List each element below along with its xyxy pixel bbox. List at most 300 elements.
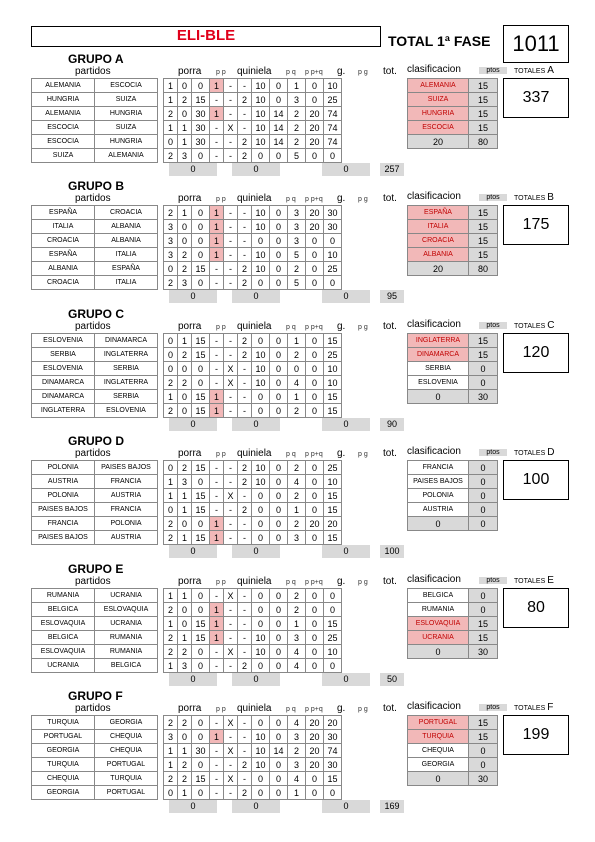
clasif-row (408, 220, 498, 234)
away-team: TURQUIA (95, 772, 158, 786)
group-block (0, 689, 595, 817)
match-cell: 1 (210, 206, 224, 220)
quiniela-header: quiniela (237, 193, 272, 204)
match-cell: 10 (252, 93, 270, 107)
match-cell: 0 (306, 348, 324, 362)
clasif-points: 0 (469, 475, 498, 489)
group-total: 175 (503, 205, 569, 245)
match-cell: - (238, 744, 252, 758)
match-cell: 2 (238, 276, 252, 290)
match-cell: 0 (178, 517, 192, 531)
home-team: ESPAÑA (32, 206, 95, 220)
match-cell: 0 (270, 617, 288, 631)
match-cell: 25 (324, 461, 342, 475)
group-sum: 0 (322, 800, 370, 813)
totales-label: TOTALES (514, 578, 548, 585)
match-cell: - (238, 631, 252, 645)
match-cell: 0 (270, 589, 288, 603)
match-cell: 0 (288, 362, 306, 376)
match-cell: 0 (252, 786, 270, 800)
clasif-row (408, 503, 498, 517)
match-cell: 4 (288, 659, 306, 673)
match-cell: 0 (192, 220, 210, 234)
away-team: SUIZA (95, 93, 158, 107)
match-cell: 1 (288, 390, 306, 404)
pp-header: p p (216, 69, 226, 76)
pp-header: p p (216, 196, 226, 203)
clasif-row (408, 93, 498, 107)
away-team: SERBIA (95, 362, 158, 376)
match-cell: 15 (192, 334, 210, 348)
match-cell: 0 (306, 617, 324, 631)
home-team: TURQUIA (32, 758, 95, 772)
away-team: ESPAÑA (95, 262, 158, 276)
clasif-team: DINAMARCA (408, 348, 469, 362)
home-team: TURQUIA (32, 716, 95, 730)
group-sum: 0 (169, 673, 217, 686)
pp-header: p p (216, 579, 226, 586)
total-value: 1011 (503, 25, 569, 63)
match-cell: - (224, 404, 238, 418)
clasif-row (408, 461, 498, 475)
clasif-sum-row (408, 772, 498, 786)
match-cell: 2 (288, 603, 306, 617)
match-cell: 1 (210, 234, 224, 248)
match-cell: 2 (178, 93, 192, 107)
home-team: POLONIA (32, 461, 95, 475)
g-header: g. (337, 448, 346, 459)
match-row (32, 517, 370, 531)
clasif-sum-b: 80 (469, 262, 498, 276)
match-cell: 20 (324, 716, 342, 730)
pq-header: p q (286, 69, 296, 76)
group-sum: 0 (169, 290, 217, 303)
match-cell: 0 (270, 220, 288, 234)
match-cell: 3 (288, 93, 306, 107)
clasif-points: 15 (469, 121, 498, 135)
clasif-points: 15 (469, 220, 498, 234)
match-cell: 30 (192, 135, 210, 149)
tot-header: tot. (383, 703, 397, 714)
clasif-points: 15 (469, 348, 498, 362)
clasificacion-table (407, 460, 498, 531)
match-cell: 14 (270, 744, 288, 758)
match-cell: 0 (270, 716, 288, 730)
match-cell: 0 (192, 475, 210, 489)
match-cell: 74 (324, 135, 342, 149)
match-cell: 15 (192, 390, 210, 404)
clasif-points: 15 (469, 716, 498, 730)
match-row (32, 645, 370, 659)
group-sum: 0 (322, 290, 370, 303)
match-cell: 1 (210, 79, 224, 93)
match-cell: - (224, 262, 238, 276)
match-cell: - (238, 107, 252, 121)
home-team: CROACIA (32, 276, 95, 290)
match-cell: 0 (192, 517, 210, 531)
match-cell: 20 (306, 107, 324, 121)
match-cell: 0 (270, 149, 288, 163)
match-cell: 10 (252, 362, 270, 376)
match-cell: 2 (288, 489, 306, 503)
match-cell: 0 (164, 334, 178, 348)
match-cell: X (224, 376, 238, 390)
match-cell: 0 (306, 93, 324, 107)
home-team: AUSTRIA (32, 475, 95, 489)
away-team: UCRANIA (95, 617, 158, 631)
match-cell: - (238, 121, 252, 135)
match-cell: 0 (252, 503, 270, 517)
match-cell: 1 (164, 121, 178, 135)
porra-header: porra (178, 193, 202, 204)
match-cell: 0 (270, 461, 288, 475)
clasif-sum-b: 80 (469, 135, 498, 149)
match-cell: 0 (192, 716, 210, 730)
match-row (32, 390, 370, 404)
clasif-team: TURQUIA (408, 730, 469, 744)
quiniela-header: quiniela (237, 703, 272, 714)
match-cell: 3 (178, 475, 192, 489)
match-cell: 10 (252, 220, 270, 234)
match-row (32, 659, 370, 673)
totales-header: TOTALES D (514, 447, 555, 458)
pq-header: p q (286, 451, 296, 458)
match-cell: 0 (306, 262, 324, 276)
away-team: ALEMANIA (95, 149, 158, 163)
match-cell: 0 (192, 659, 210, 673)
group-title: GRUPO E (68, 562, 124, 576)
clasif-team: PORTUGAL (408, 716, 469, 730)
match-cell: - (238, 517, 252, 531)
clasif-row (408, 107, 498, 121)
match-cell: 0 (164, 461, 178, 475)
clasif-points: 15 (469, 248, 498, 262)
home-team: GEORGIA (32, 744, 95, 758)
match-cell: 0 (192, 786, 210, 800)
away-team: INGLATERRA (95, 376, 158, 390)
match-cell: - (210, 503, 224, 517)
match-cell: 2 (288, 348, 306, 362)
match-cell: 0 (192, 362, 210, 376)
clasif-points: 0 (469, 376, 498, 390)
away-team: RUMANIA (95, 645, 158, 659)
match-cell: - (238, 716, 252, 730)
match-cell: 1 (288, 503, 306, 517)
match-cell: 1 (210, 631, 224, 645)
clasif-sum-row (408, 390, 498, 404)
home-team: SUIZA (32, 149, 95, 163)
match-cell: 15 (192, 489, 210, 503)
clasif-points: 0 (469, 603, 498, 617)
clasif-sum-a: 20 (408, 135, 469, 149)
match-cell: 10 (252, 79, 270, 93)
clasif-team: ALEMANIA (408, 79, 469, 93)
match-row (32, 121, 370, 135)
clasif-row (408, 475, 498, 489)
match-cell: 2 (164, 404, 178, 418)
home-team: ALEMANIA (32, 79, 95, 93)
match-row (32, 716, 370, 730)
away-team: ALBANIA (95, 220, 158, 234)
match-cell: 15 (324, 617, 342, 631)
home-team: RUMANIA (32, 589, 95, 603)
match-row (32, 206, 370, 220)
match-cell: - (224, 348, 238, 362)
match-cell: 1 (178, 489, 192, 503)
match-cell: - (238, 617, 252, 631)
match-row (32, 334, 370, 348)
match-cell: 0 (306, 334, 324, 348)
match-cell: 1 (210, 404, 224, 418)
match-cell: 30 (192, 107, 210, 121)
group-title: GRUPO F (68, 689, 123, 703)
match-cell: 0 (270, 645, 288, 659)
match-cell: 0 (270, 489, 288, 503)
g-header: g. (337, 321, 346, 332)
match-cell: - (210, 149, 224, 163)
away-team: UCRANIA (95, 589, 158, 603)
away-team: POLONIA (95, 517, 158, 531)
clasif-sum-b: 0 (469, 517, 498, 531)
match-cell: 20 (306, 121, 324, 135)
away-team: CHEQUIA (95, 730, 158, 744)
match-row (32, 531, 370, 545)
match-cell: 15 (324, 531, 342, 545)
match-cell: - (238, 772, 252, 786)
away-team: PORTUGAL (95, 786, 158, 800)
match-cell: 0 (270, 390, 288, 404)
match-cell: 0 (252, 589, 270, 603)
match-cell: - (224, 149, 238, 163)
match-cell: 0 (192, 645, 210, 659)
match-cell: 1 (178, 786, 192, 800)
match-cell: - (210, 589, 224, 603)
partidos-header: partidos (75, 448, 111, 459)
group-sum: 0 (232, 163, 280, 176)
pp-header: p p (216, 451, 226, 458)
totales-label: TOTALES (514, 450, 548, 457)
match-row (32, 348, 370, 362)
match-cell: 3 (164, 730, 178, 744)
group-sum: 100 (380, 545, 404, 558)
match-cell: 2 (238, 262, 252, 276)
clasif-row (408, 716, 498, 730)
clasif-team: RUMANIA (408, 603, 469, 617)
match-cell: - (224, 461, 238, 475)
match-cell: 3 (288, 234, 306, 248)
match-cell: 0 (306, 503, 324, 517)
clasif-points: 15 (469, 631, 498, 645)
match-cell: 74 (324, 107, 342, 121)
clasif-points: 0 (469, 489, 498, 503)
match-cell: 1 (210, 730, 224, 744)
match-cell: 1 (164, 93, 178, 107)
match-cell: 1 (164, 659, 178, 673)
clasif-sum-b: 30 (469, 390, 498, 404)
group-total: 100 (503, 460, 569, 500)
match-cell: 3 (178, 659, 192, 673)
match-cell: 10 (252, 206, 270, 220)
match-cell: 0 (306, 362, 324, 376)
match-cell: 1 (210, 531, 224, 545)
match-cell: 14 (270, 107, 288, 121)
home-team: UCRANIA (32, 659, 95, 673)
match-cell: 0 (306, 603, 324, 617)
match-cell: 2 (238, 149, 252, 163)
match-cell: - (210, 276, 224, 290)
clasificacion-header: clasificacion (407, 446, 461, 457)
clasif-points: 15 (469, 234, 498, 248)
away-team: ESCOCIA (95, 79, 158, 93)
porra-header: porra (178, 703, 202, 714)
match-cell: - (210, 135, 224, 149)
match-cell: 15 (324, 334, 342, 348)
match-cell: 2 (238, 786, 252, 800)
match-row (32, 503, 370, 517)
clasif-row (408, 617, 498, 631)
match-cell: 1 (210, 248, 224, 262)
home-team: HUNGRIA (32, 93, 95, 107)
clasif-points: 0 (469, 503, 498, 517)
match-cell: 10 (252, 730, 270, 744)
match-cell: 0 (178, 730, 192, 744)
match-cell: 0 (270, 772, 288, 786)
home-team: ESLOVENIA (32, 362, 95, 376)
match-cell: 10 (252, 631, 270, 645)
match-cell: 2 (238, 348, 252, 362)
match-cell: 2 (238, 135, 252, 149)
total-label: TOTAL 1ª FASE (388, 33, 491, 49)
match-cell: 10 (252, 107, 270, 121)
match-cell: 20 (306, 135, 324, 149)
match-cell: 14 (270, 135, 288, 149)
group-sum: 0 (232, 673, 280, 686)
group-title: GRUPO D (68, 434, 125, 448)
match-cell: 1 (210, 220, 224, 234)
clasificacion-header: clasificacion (407, 319, 461, 330)
match-cell: 25 (324, 262, 342, 276)
match-cell: - (210, 716, 224, 730)
group-block (0, 434, 595, 562)
match-cell: 0 (270, 234, 288, 248)
match-cell: 1 (164, 589, 178, 603)
away-team: CHEQUIA (95, 744, 158, 758)
match-cell: 0 (192, 589, 210, 603)
pg-header: p g (358, 324, 368, 331)
match-cell: 0 (192, 376, 210, 390)
match-cell: - (224, 248, 238, 262)
match-row (32, 589, 370, 603)
clasif-sum-row (408, 262, 498, 276)
match-cell: 4 (288, 645, 306, 659)
match-cell: 2 (164, 376, 178, 390)
clasif-team: INGLATERRA (408, 334, 469, 348)
match-cell: 2 (288, 589, 306, 603)
match-cell: - (224, 79, 238, 93)
away-team: AUSTRIA (95, 489, 158, 503)
match-cell: 2 (178, 716, 192, 730)
group-sum: 0 (169, 800, 217, 813)
pq-header: p q (286, 706, 296, 713)
match-cell: 10 (252, 348, 270, 362)
match-cell: 30 (324, 730, 342, 744)
home-team: PAISES BAJOS (32, 503, 95, 517)
match-cell: 0 (252, 390, 270, 404)
match-cell: 0 (324, 603, 342, 617)
match-cell: 1 (210, 107, 224, 121)
match-cell: 2 (178, 461, 192, 475)
match-cell: X (224, 772, 238, 786)
match-cell: 30 (192, 744, 210, 758)
home-team: CHEQUIA (32, 772, 95, 786)
clasif-row (408, 758, 498, 772)
match-cell: 15 (192, 93, 210, 107)
match-cell: 20 (306, 716, 324, 730)
match-cell: - (224, 758, 238, 772)
match-cell: 20 (306, 206, 324, 220)
match-cell: 2 (288, 517, 306, 531)
match-cell: - (238, 404, 252, 418)
clasificacion-header: clasificacion (407, 574, 461, 585)
match-cell: - (210, 659, 224, 673)
clasif-team: ESPAÑA (408, 206, 469, 220)
match-cell: 1 (178, 589, 192, 603)
match-row (32, 786, 370, 800)
match-cell: - (238, 206, 252, 220)
away-team: SUIZA (95, 121, 158, 135)
g-header: g. (337, 703, 346, 714)
match-cell: 1 (164, 475, 178, 489)
match-cell: - (238, 390, 252, 404)
matches-table (31, 78, 370, 163)
match-cell: 0 (252, 716, 270, 730)
group-sum: 0 (322, 418, 370, 431)
home-team: ALEMANIA (32, 107, 95, 121)
match-cell: 0 (270, 248, 288, 262)
match-cell: X (224, 362, 238, 376)
match-cell: 0 (164, 362, 178, 376)
match-cell: - (210, 489, 224, 503)
match-cell: X (224, 744, 238, 758)
match-cell: 15 (192, 617, 210, 631)
match-cell: 5 (288, 149, 306, 163)
match-cell: 1 (210, 617, 224, 631)
match-row (32, 93, 370, 107)
match-cell: 0 (252, 617, 270, 631)
matches-table (31, 333, 370, 418)
match-cell: - (238, 220, 252, 234)
clasificacion-table (407, 333, 498, 404)
away-team: ITALIA (95, 276, 158, 290)
match-cell: 3 (164, 220, 178, 234)
match-cell: 0 (324, 659, 342, 673)
match-cell: - (224, 220, 238, 234)
match-cell: 20 (306, 744, 324, 758)
group-sum: 0 (232, 290, 280, 303)
clasif-team: PAISES BAJOS (408, 475, 469, 489)
clasif-team: CHEQUIA (408, 744, 469, 758)
match-cell: 5 (288, 276, 306, 290)
pg-header: p g (358, 579, 368, 586)
match-cell: - (210, 744, 224, 758)
totales-label: TOTALES (514, 68, 548, 75)
home-team: GEORGIA (32, 786, 95, 800)
match-cell: 0 (306, 772, 324, 786)
match-cell: - (210, 772, 224, 786)
clasificacion-table (407, 588, 498, 659)
ptos-header: ptos (479, 194, 507, 201)
match-row (32, 603, 370, 617)
